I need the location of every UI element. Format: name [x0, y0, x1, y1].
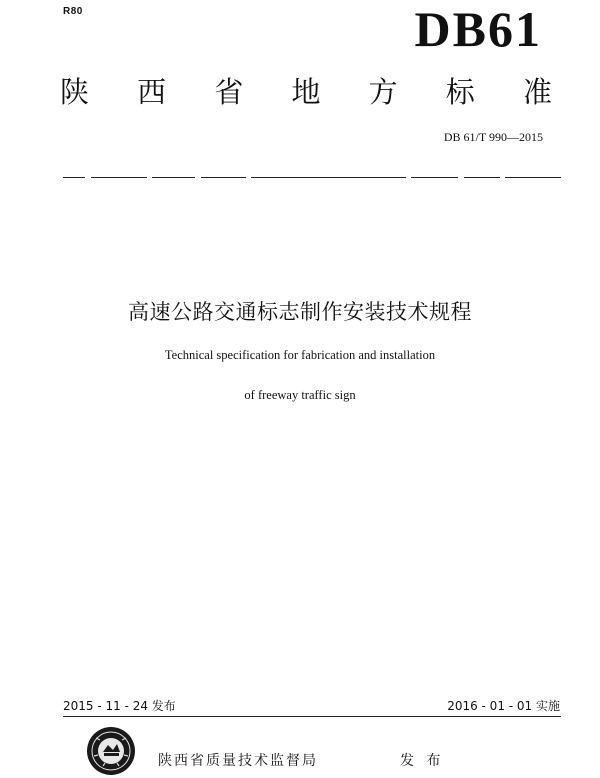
standard-category: [60, 75, 552, 109]
footer-divider: [63, 716, 561, 717]
db-logo: DB61: [414, 1, 542, 57]
ics-code: R80: [63, 6, 83, 17]
category-char: 地: [291, 75, 321, 109]
document-title-en-line1: Technical specification for fabrication and installation: [164, 348, 436, 362]
header-divider: [63, 177, 561, 178]
publisher-name: 陕西省质量技术监督局: [158, 753, 318, 769]
standard-number: DB 61/T 990—2015: [443, 130, 543, 144]
category-char: 方: [368, 75, 398, 109]
category-char: 准: [522, 75, 552, 109]
document-title-en-line2: of freeway traffic sign: [244, 388, 356, 402]
category-char: 标: [445, 75, 475, 109]
publisher-seal-icon: [86, 726, 136, 776]
issue-date: 2015 - 11 - 24 发布: [63, 699, 176, 713]
category-char: 陕: [60, 75, 90, 109]
category-char: 西: [137, 75, 167, 109]
publish-label: 发 布: [400, 753, 445, 769]
category-char: 省: [214, 75, 244, 109]
implementation-date: 2016 - 01 - 01 实施: [447, 699, 560, 713]
document-title-zh: 高速公路交通标志制作安装技术规程: [128, 300, 472, 324]
